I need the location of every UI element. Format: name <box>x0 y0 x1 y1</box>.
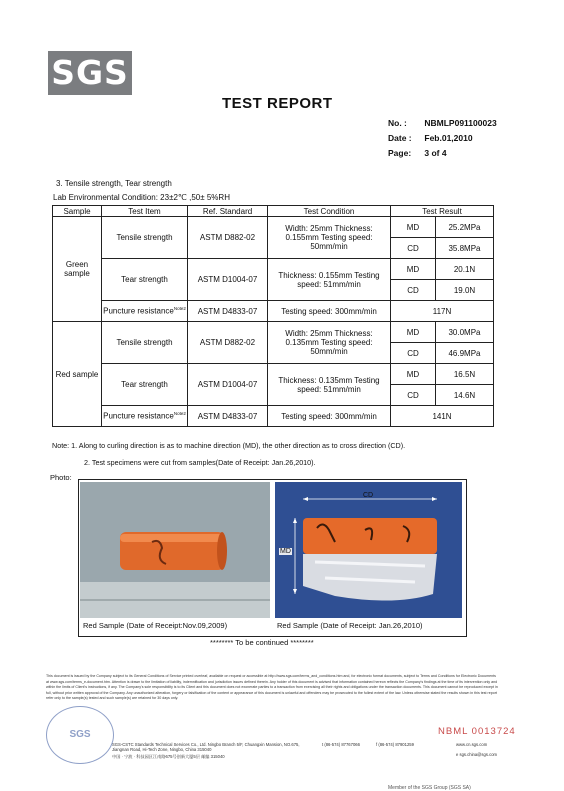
report-page <box>388 148 447 158</box>
report-page-label: Page: <box>388 148 412 158</box>
address-english: SGS-CSTC Standards Technical Services Co., Ltd. Ningbo Branch 5/F, Chuangxin Mansion, NO.675, Jiangnan Road, Hi-Tech Zone, Ningbo, China 315040 <box>112 742 300 752</box>
table-row <box>53 301 494 322</box>
ref-standard: ASTM D1004-07 <box>188 259 268 301</box>
photo-right <box>275 482 462 618</box>
sample-roll-image <box>80 482 270 618</box>
section-heading: 3. Tensile strength, Tear strength <box>56 179 172 188</box>
table-row <box>53 406 494 427</box>
ref-standard: ASTM D882-02 <box>188 217 268 259</box>
header-ref-standard: Ref. Standard <box>188 206 268 217</box>
test-item <box>102 406 188 427</box>
result-direction: MD <box>391 259 436 280</box>
footer-fax: f (86-574) 87901259 <box>376 742 414 747</box>
result-direction: MD <box>391 217 436 238</box>
puncture-note: Note2 <box>173 411 186 417</box>
test-condition: Width: 25mm Thickness: 0.155mm Testing speed: 50mm/min <box>268 217 391 259</box>
test-condition: Width: 25mm Thickness: 0.135mm Testing speed: 50mm/min <box>268 322 391 364</box>
header-test-item: Test Item <box>102 206 188 217</box>
result-value: 16.5N <box>436 364 494 385</box>
table-row <box>53 364 494 385</box>
results-table <box>52 205 494 427</box>
test-item: Tear strength <box>102 259 188 301</box>
note-2: 2. Test specimens were cut from samples(Date of Receipt: Jan.26,2010). <box>84 458 316 467</box>
photo-right-caption: Red Sample (Date of Receipt: Jan.26,2010) <box>277 621 423 630</box>
result-value: 25.2MPa <box>436 217 494 238</box>
photo-label: Photo: <box>50 473 72 482</box>
report-date <box>388 133 473 143</box>
ref-standard: ASTM D4833-07 <box>188 406 268 427</box>
sample-film-image <box>275 482 462 618</box>
note-1: Note: 1. Along to curling direction is as to machine direction (MD), the other direction as to cross direction (CD). <box>52 441 406 450</box>
report-number-value: NBMLP091100023 <box>424 118 497 128</box>
footer-web: www.cn.sgs.com <box>456 742 488 747</box>
header-test-result: Test Result <box>391 206 494 217</box>
address-chinese: 中国 · 宁波 · 科技园区江南路675号创新大厦5层 邮编 315040 <box>112 754 225 759</box>
result-value: 19.0N <box>436 280 494 301</box>
puncture-label: Puncture resistance <box>103 306 174 316</box>
footer-disclaimer: This document is issued by the Company subject to its General Conditions of Service printed overleaf, available on request or accessible at http://www.sgs.com/terms_and_conditions.htm and, for electronic format documents, subject to Terms and Conditions for Electronic Documents at www.sgs.com/terms_e-document.htm. Attention is drawn to the limitation of liability, indemnification and jurisdiction issues defined therein. Any holder of this document is advised that information contained hereon reflects the Company's findings at the time of its intervention only and within the limits of Client's instructions, if any. The Company's sole responsibility is to its Client and this document does not exonerate parties to a transaction from exercising all their rights and obligations under the transaction documents. This document cannot be reproduced except in full, without prior written approval of the Company. Any unauthorized alteration, forgery or falsification of the content or appearance of this document is unlawful and offenders may be prosecuted to the fullest extent of the law. Unless otherwise stated the results shown in this test report refer only to the sample(s) tested and such sample(s) are retained for 30 days only. <box>46 674 498 700</box>
sgs-logo: SGS <box>48 51 132 95</box>
ref-standard: ASTM D1004-07 <box>188 364 268 406</box>
test-item <box>102 301 188 322</box>
dimension-cd-label: CD <box>363 492 374 499</box>
puncture-note: Note2 <box>173 306 186 312</box>
test-item: Tensile strength <box>102 322 188 364</box>
photo-left-caption: Red Sample (Date of Receipt:Nov.09,2009) <box>83 621 228 630</box>
sgs-stamp: SGS <box>46 706 114 764</box>
lab-condition: Lab Environmental Condition: 23±2℃ ,50± 5%RH <box>53 193 230 202</box>
table-header-row <box>53 206 494 217</box>
puncture-label: Puncture resistance <box>103 411 174 421</box>
result-value: 117N <box>391 301 494 322</box>
report-title: TEST REPORT <box>222 95 333 112</box>
result-direction: MD <box>391 364 436 385</box>
test-condition: Thickness: 0.135mm Testing speed: 51mm/min <box>268 364 391 406</box>
test-condition: Testing speed: 300mm/min <box>268 301 391 322</box>
test-condition: Testing speed: 300mm/min <box>268 406 391 427</box>
report-number-label: No. : <box>388 118 407 128</box>
serial-number: NBML 0013724 <box>438 726 516 737</box>
ref-standard: ASTM D882-02 <box>188 322 268 364</box>
footer-email: e sgs.china@sgs.com <box>456 752 498 757</box>
result-value: 14.6N <box>436 385 494 406</box>
table-row <box>53 259 494 280</box>
header-sample: Sample <box>53 206 102 217</box>
result-value: 46.9MPa <box>436 343 494 364</box>
result-value: 20.1N <box>436 259 494 280</box>
photo-left <box>80 482 270 618</box>
result-direction: MD <box>391 322 436 343</box>
ref-standard: ASTM D4833-07 <box>188 301 268 322</box>
report-page-value: 3 of 4 <box>424 148 447 158</box>
result-value: 141N <box>391 406 494 427</box>
table-row <box>53 322 494 343</box>
result-value: 35.8MPa <box>436 238 494 259</box>
result-value: 30.0MPa <box>436 322 494 343</box>
report-date-label: Date : <box>388 133 412 143</box>
report-number <box>388 118 497 128</box>
result-direction: CD <box>391 238 436 259</box>
test-condition: Thickness: 0.155mm Testing speed: 51mm/min <box>268 259 391 301</box>
test-item: Tear strength <box>102 364 188 406</box>
test-item: Tensile strength <box>102 217 188 259</box>
report-date-value: Feb.01,2010 <box>424 133 473 143</box>
footer-tel: t (86-574) 87767066 <box>322 742 360 747</box>
sample-green: Green sample <box>53 217 102 322</box>
dimension-md-label: MD <box>280 548 291 555</box>
sample-red: Red sample <box>53 322 102 427</box>
to-be-continued: ******** To be continued ******** <box>210 638 314 647</box>
result-direction: CD <box>391 280 436 301</box>
result-direction: CD <box>391 343 436 364</box>
header-test-condition: Test Condition <box>268 206 391 217</box>
table-row <box>53 217 494 238</box>
result-direction: CD <box>391 385 436 406</box>
sgs-group-member: Member of the SGS Group (SGS SA) <box>388 785 471 791</box>
